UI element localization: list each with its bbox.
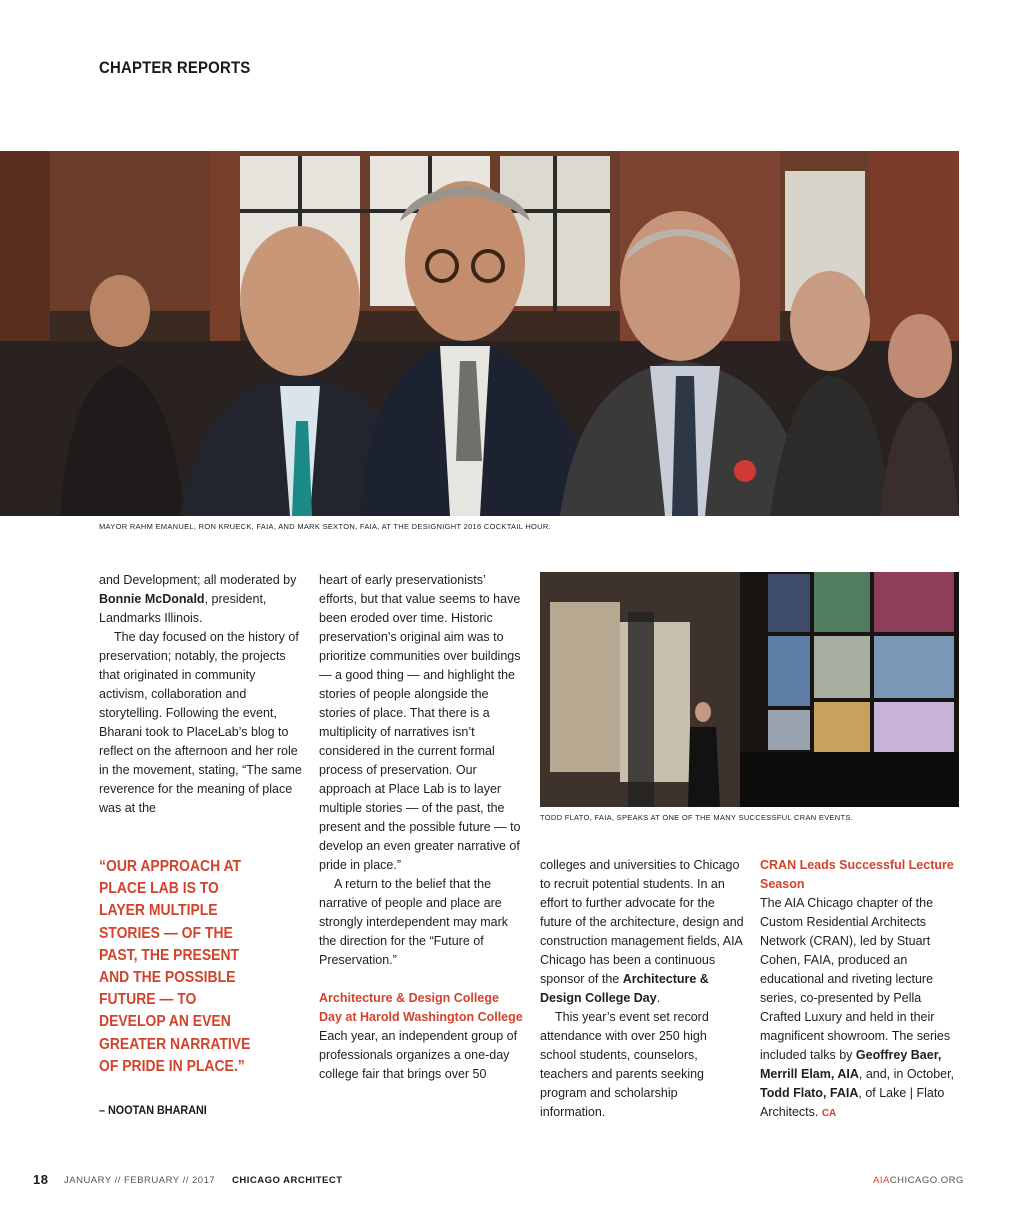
col1-p1-text: and Development; all moderated by [99, 573, 297, 587]
col4-p1-speaker-flato: Todd Flato, FAIA [760, 1086, 859, 1100]
col1-p1-name: Bonnie McDonald [99, 592, 205, 606]
lecture-photo-illustration [540, 572, 959, 807]
website-suffix: CHICAGO.ORG [889, 1175, 964, 1186]
col4-p1-speakers: Geoffrey Baer, Merrill Elam, AIA [760, 1048, 942, 1081]
col4-p1-text-3: , of Lake | Flato Architects. [760, 1086, 945, 1119]
issue-date: JANUARY // FEBRUARY // 2017 [64, 1175, 216, 1186]
website-prefix: AIA [873, 1175, 890, 1186]
event-photo-illustration [0, 151, 959, 516]
photo-caption-cran: TODD FLATO, FAIA, SPEAKS AT ONE OF THE MANY SUCCESSFUL CRAN EVENTS. [540, 813, 854, 822]
website-link[interactable] [873, 1175, 964, 1186]
end-mark: CA [821, 1108, 837, 1119]
col2-paragraph-2: A return to the belief that the narrative of people and place are strongly interdependent may mark the direction for the “Future of Preservation.” [319, 877, 508, 967]
body-column-4 [760, 856, 959, 1123]
col1-paragraph-2: The day focused on the history of preservation; notably, the projects that originated in community activism, collaboration and storytelling. Following the event, Bharani took to PlaceLab’s blog to reflect on the afternoon and her role in the movement, stating, “The same reverence for the meaning of place was at the [99, 630, 302, 815]
pull-quote: “OUR APPROACH AT PLACE LAB IS TO LAYER MULTIPLE STORIES — OF THE PAST, THE PRESENT AND THE POSSIBLE FUTURE — TO DEVELOP AN EVEN GREATER NARRATIVE OF PRIDE IN PLACE.” [99, 858, 251, 1075]
col2-heading-college-day: Architecture & Design College Day at Harold Washington College [319, 991, 523, 1024]
col1-paragraph-1 [99, 571, 304, 628]
col2-paragraph-1: heart of early preservationists’ efforts, but that value seems to have been eroded over time. Historic preservation’s original aim was to prioritize communities over buildings — a good thing — and highlight the stories of people alongside the stories of place. That there is a multiplicity of narratives isn’t considered in the current formal process of preservation. Our approach at Place Lab is to layer multiple stories — of the past, the present and the possible future — to develop an even greater narrative of pride in place.” [319, 573, 521, 872]
col3-paragraph-1 [540, 856, 745, 1008]
page-number: 18 [33, 1172, 49, 1187]
event-photo-cran-lecture [540, 572, 959, 807]
col3-p1-end: . [656, 991, 661, 1005]
col3-p1-event-name: Architecture & Design College Day [540, 972, 709, 1005]
col4-p1-text-2: , and, in October, [858, 1067, 955, 1081]
body-column-2 [319, 571, 524, 1084]
event-photo-cocktail-hour [0, 151, 959, 516]
section-label: CHAPTER REPORTS [99, 58, 251, 77]
pull-quote-attribution: – NOOTAN BHARANI [99, 1103, 207, 1117]
publication-name: CHICAGO ARCHITECT [232, 1175, 343, 1186]
col4-paragraph-1 [760, 894, 959, 1123]
body-column-3 [540, 856, 745, 1122]
col3-paragraph-2: This year’s event set record attendance with over 250 high school students, counselors, teachers and parents seeking program and scholarship information. [540, 1010, 709, 1119]
col2-paragraph-3: Each year, an independent group of professionals organizes a one-day college fair that brings over 50 [319, 1029, 518, 1081]
col3-p1-text: colleges and universities to Chicago to recruit potential students. In an effort to further advocate for the future of the architecture, design and construction management fields, AIA Chicago has been a continuous sponsor of the [540, 858, 744, 986]
body-column-1 [99, 571, 304, 818]
photo-caption-cocktail-hour: MAYOR RAHM EMANUEL, RON KRUECK, FAIA, AND MARK SEXTON, FAIA, AT THE DESIGNIGHT 2016 COCKTAIL HOUR. [99, 522, 551, 531]
col4-p1-text: The AIA Chicago chapter of the Custom Residential Architects Network (CRAN), led by Stuart Cohen, FAIA, produced an educational and riveting lecture series, co-presented by Pella Crafted Luxury and held in their magnificent showroom. The series included talks by [760, 896, 951, 1062]
col4-heading-cran: CRAN Leads Successful Lecture Season [760, 858, 954, 891]
col1-p1-text-end: , president, Landmarks Illinois. [99, 592, 267, 625]
